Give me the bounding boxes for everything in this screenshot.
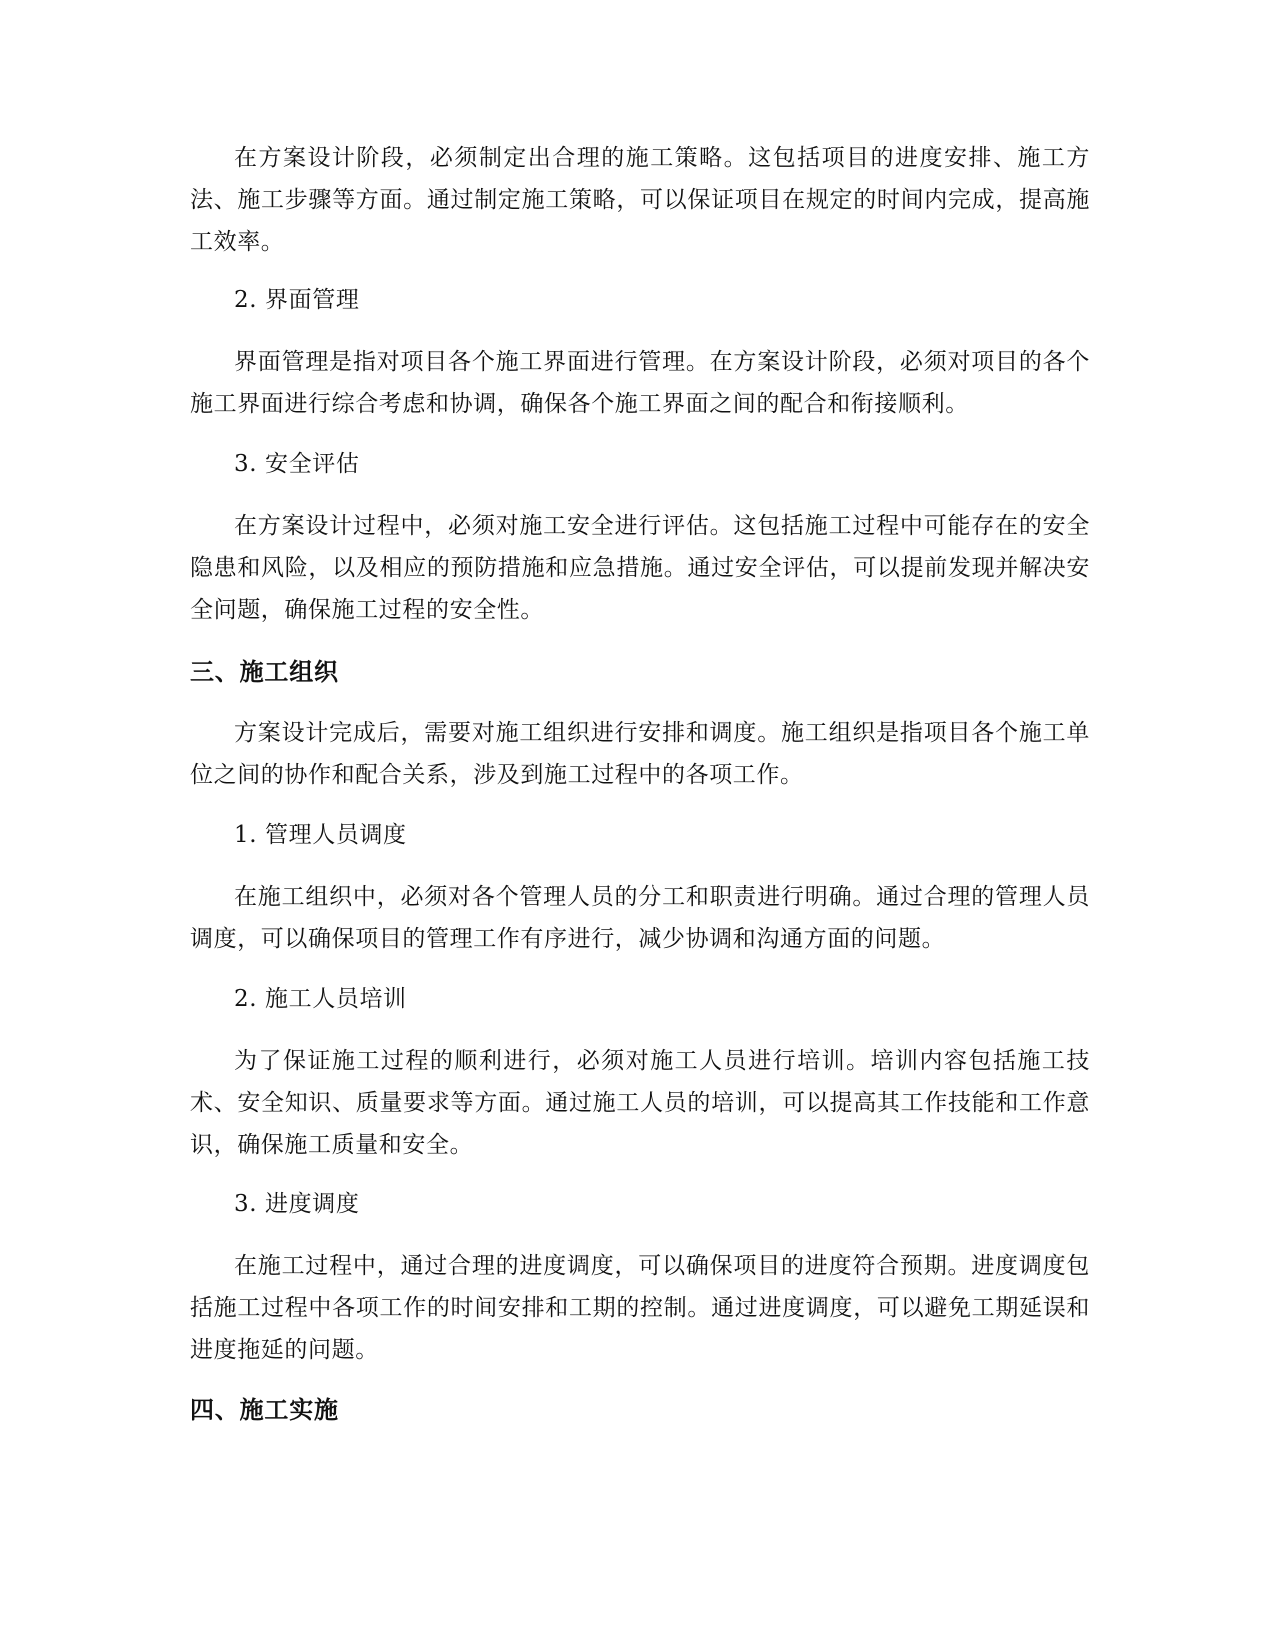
list-item-interface-management: 2. 界面管理: [234, 287, 360, 313]
paragraph-construction-strategy: 在方案设计阶段，必须制定出合理的施工策略。这包括项目的进度安排、施工方法、施工步骤等方面。通过制定施工策略，可以保证项目在规定的时间内完成，提高施工效率。: [190, 145, 1090, 255]
list-item-safety-assessment: 3. 安全评估: [234, 451, 360, 477]
list-item-schedule-dispatch: 3. 进度调度: [234, 1191, 360, 1217]
section-heading-construction-organization: 三、施工组织: [190, 658, 339, 686]
list-item-management-dispatch: 1. 管理人员调度: [234, 822, 407, 848]
paragraph-interface-management: 界面管理是指对项目各个施工界面进行管理。在方案设计阶段，必须对项目的各个施工界面进行综合考虑和协调，确保各个施工界面之间的配合和衔接顺利。: [190, 349, 1090, 417]
section-heading-construction-implementation: 四、施工实施: [190, 1396, 339, 1424]
paragraph-management-dispatch: 在施工组织中，必须对各个管理人员的分工和职责进行明确。通过合理的管理人员调度，可以确保项目的管理工作有序进行，减少协调和沟通方面的问题。: [190, 884, 1090, 952]
paragraph-worker-training: 为了保证施工过程的顺利进行，必须对施工人员进行培训。培训内容包括施工技术、安全知识、质量要求等方面。通过施工人员的培训，可以提高其工作技能和工作意识，确保施工质量和安全。: [190, 1048, 1090, 1158]
paragraph-schedule-dispatch: 在施工过程中，通过合理的进度调度，可以确保项目的进度符合预期。进度调度包括施工过程中各项工作的时间安排和工期的控制。通过进度调度，可以避免工期延误和进度拖延的问题。: [190, 1253, 1090, 1363]
paragraph-construction-organization: 方案设计完成后，需要对施工组织进行安排和调度。施工组织是指项目各个施工单位之间的协作和配合关系，涉及到施工过程中的各项工作。: [190, 720, 1090, 788]
paragraph-safety-assessment: 在方案设计过程中，必须对施工安全进行评估。这包括施工过程中可能存在的安全隐患和风险，以及相应的预防措施和应急措施。通过安全评估，可以提前发现并解决安全问题，确保施工过程的安全性。: [190, 513, 1090, 623]
list-item-worker-training: 2. 施工人员培训: [234, 986, 407, 1012]
